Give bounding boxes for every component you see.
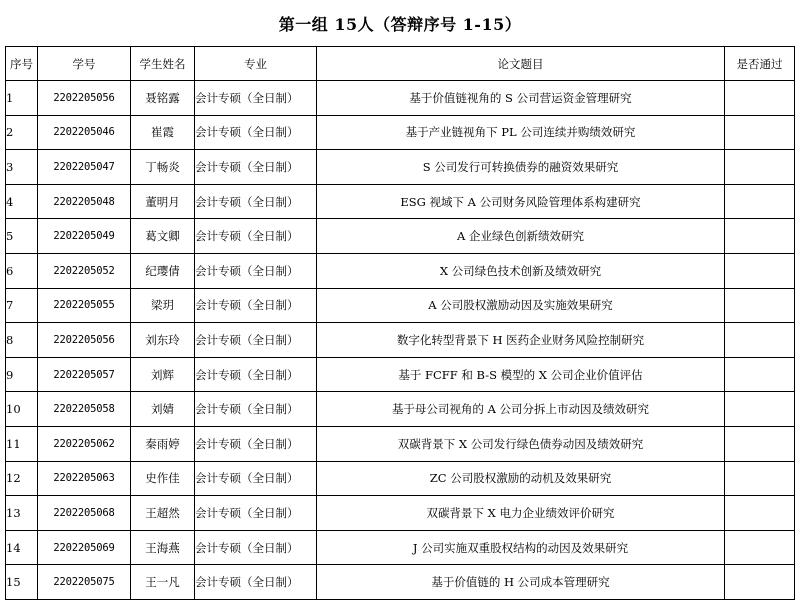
header-student-id: 学号 — [38, 47, 131, 81]
cell-passed — [725, 288, 795, 323]
cell-thesis: A 公司股权激励动因及实施效果研究 — [317, 288, 725, 323]
table-row — [6, 288, 795, 323]
cell-no: 10 — [6, 392, 38, 427]
cell-thesis: X 公司绿色技术创新及绩效研究 — [317, 253, 725, 288]
cell-no: 15 — [6, 565, 38, 600]
cell-no: 5 — [6, 219, 38, 254]
cell-passed — [725, 253, 795, 288]
table-row — [6, 357, 795, 392]
cell-thesis: 数字化转型背景下 H 医药企业财务风险控制研究 — [317, 323, 725, 358]
header-no: 序号 — [6, 47, 38, 81]
cell-student-id: 2202205068 — [38, 496, 131, 531]
cell-student-id: 2202205062 — [38, 426, 131, 461]
table-header-row — [6, 47, 795, 81]
cell-thesis: 双碳背景下 X 公司发行绿色债券动因及绩效研究 — [317, 426, 725, 461]
header-thesis: 论文题目 — [317, 47, 725, 81]
cell-major: 会计专硕（全日制） — [195, 392, 317, 427]
cell-student-id: 2202205063 — [38, 461, 131, 496]
cell-name: 王海燕 — [131, 530, 195, 565]
table-row — [6, 461, 795, 496]
table-row — [6, 219, 795, 254]
cell-major: 会计专硕（全日制） — [195, 357, 317, 392]
cell-no: 13 — [6, 496, 38, 531]
cell-no: 3 — [6, 150, 38, 185]
cell-no: 9 — [6, 357, 38, 392]
table-row — [6, 323, 795, 358]
cell-student-id: 2202205055 — [38, 288, 131, 323]
header-passed: 是否通过 — [725, 47, 795, 81]
cell-major: 会计专硕（全日制） — [195, 461, 317, 496]
cell-no: 6 — [6, 253, 38, 288]
cell-name: 秦雨婷 — [131, 426, 195, 461]
table-row — [6, 392, 795, 427]
cell-student-id: 2202205075 — [38, 565, 131, 600]
cell-name: 丁畅炎 — [131, 150, 195, 185]
cell-student-id: 2202205047 — [38, 150, 131, 185]
cell-no: 14 — [6, 530, 38, 565]
cell-name: 梁玥 — [131, 288, 195, 323]
table-row — [6, 253, 795, 288]
cell-name: 董明月 — [131, 184, 195, 219]
cell-major: 会计专硕（全日制） — [195, 150, 317, 185]
cell-student-id: 2202205057 — [38, 357, 131, 392]
cell-name: 葛文卿 — [131, 219, 195, 254]
cell-student-id: 2202205069 — [38, 530, 131, 565]
table-row — [6, 496, 795, 531]
cell-no: 1 — [6, 81, 38, 116]
cell-passed — [725, 461, 795, 496]
cell-passed — [725, 115, 795, 150]
cell-major: 会计专硕（全日制） — [195, 530, 317, 565]
cell-no: 8 — [6, 323, 38, 358]
cell-student-id: 2202205058 — [38, 392, 131, 427]
cell-major: 会计专硕（全日制） — [195, 426, 317, 461]
table-row — [6, 426, 795, 461]
cell-student-id: 2202205048 — [38, 184, 131, 219]
cell-name: 王一凡 — [131, 565, 195, 600]
cell-no: 2 — [6, 115, 38, 150]
cell-thesis: 基于价值链视角的 S 公司营运资金管理研究 — [317, 81, 725, 116]
cell-major: 会计专硕（全日制） — [195, 565, 317, 600]
cell-thesis: 基于 FCFF 和 B-S 模型的 X 公司企业价值评估 — [317, 357, 725, 392]
cell-major: 会计专硕（全日制） — [195, 496, 317, 531]
cell-passed — [725, 323, 795, 358]
cell-major: 会计专硕（全日制） — [195, 288, 317, 323]
cell-major: 会计专硕（全日制） — [195, 115, 317, 150]
table-row — [6, 115, 795, 150]
cell-passed — [725, 219, 795, 254]
cell-no: 7 — [6, 288, 38, 323]
cell-student-id: 2202205056 — [38, 323, 131, 358]
cell-student-id: 2202205052 — [38, 253, 131, 288]
cell-major: 会计专硕（全日制） — [195, 184, 317, 219]
header-name: 学生姓名 — [131, 47, 195, 81]
cell-major: 会计专硕（全日制） — [195, 219, 317, 254]
cell-name: 史作佳 — [131, 461, 195, 496]
cell-passed — [725, 184, 795, 219]
cell-thesis: 基于产业链视角下 PL 公司连续并购绩效研究 — [317, 115, 725, 150]
cell-major: 会计专硕（全日制） — [195, 81, 317, 116]
cell-passed — [725, 81, 795, 116]
cell-major: 会计专硕（全日制） — [195, 253, 317, 288]
cell-no: 4 — [6, 184, 38, 219]
cell-name: 聂铭露 — [131, 81, 195, 116]
cell-no: 12 — [6, 461, 38, 496]
table-body — [6, 81, 795, 600]
cell-name: 刘东玲 — [131, 323, 195, 358]
cell-passed — [725, 392, 795, 427]
cell-thesis: 基于价值链的 H 公司成本管理研究 — [317, 565, 725, 600]
table-row — [6, 81, 795, 116]
table-row — [6, 184, 795, 219]
table-row — [6, 150, 795, 185]
cell-student-id: 2202205046 — [38, 115, 131, 150]
cell-thesis: ESG 视域下 A 公司财务风险管理体系构建研究 — [317, 184, 725, 219]
cell-passed — [725, 426, 795, 461]
cell-student-id: 2202205049 — [38, 219, 131, 254]
cell-passed — [725, 496, 795, 531]
cell-thesis: ZC 公司股权激励的动机及效果研究 — [317, 461, 725, 496]
cell-thesis: A 企业绿色创新绩效研究 — [317, 219, 725, 254]
cell-major: 会计专硕（全日制） — [195, 323, 317, 358]
header-major: 专业 — [195, 47, 317, 81]
cell-name: 纪璎倩 — [131, 253, 195, 288]
cell-passed — [725, 150, 795, 185]
cell-thesis: 基于母公司视角的 A 公司分拆上市动因及绩效研究 — [317, 392, 725, 427]
defense-roster-table — [5, 46, 795, 600]
cell-name: 刘辉 — [131, 357, 195, 392]
cell-passed — [725, 565, 795, 600]
cell-student-id: 2202205056 — [38, 81, 131, 116]
cell-passed — [725, 357, 795, 392]
cell-no: 11 — [6, 426, 38, 461]
cell-name: 刘婧 — [131, 392, 195, 427]
cell-thesis: J 公司实施双重股权结构的动因及效果研究 — [317, 530, 725, 565]
table-row — [6, 530, 795, 565]
cell-name: 崔霞 — [131, 115, 195, 150]
document-title: 第一组 15人（答辩序号 1-15） — [278, 15, 522, 34]
cell-passed — [725, 530, 795, 565]
table-row — [6, 565, 795, 600]
cell-name: 王超然 — [131, 496, 195, 531]
cell-thesis: S 公司发行可转换债券的融资效果研究 — [317, 150, 725, 185]
cell-thesis: 双碳背景下 X 电力企业绩效评价研究 — [317, 496, 725, 531]
